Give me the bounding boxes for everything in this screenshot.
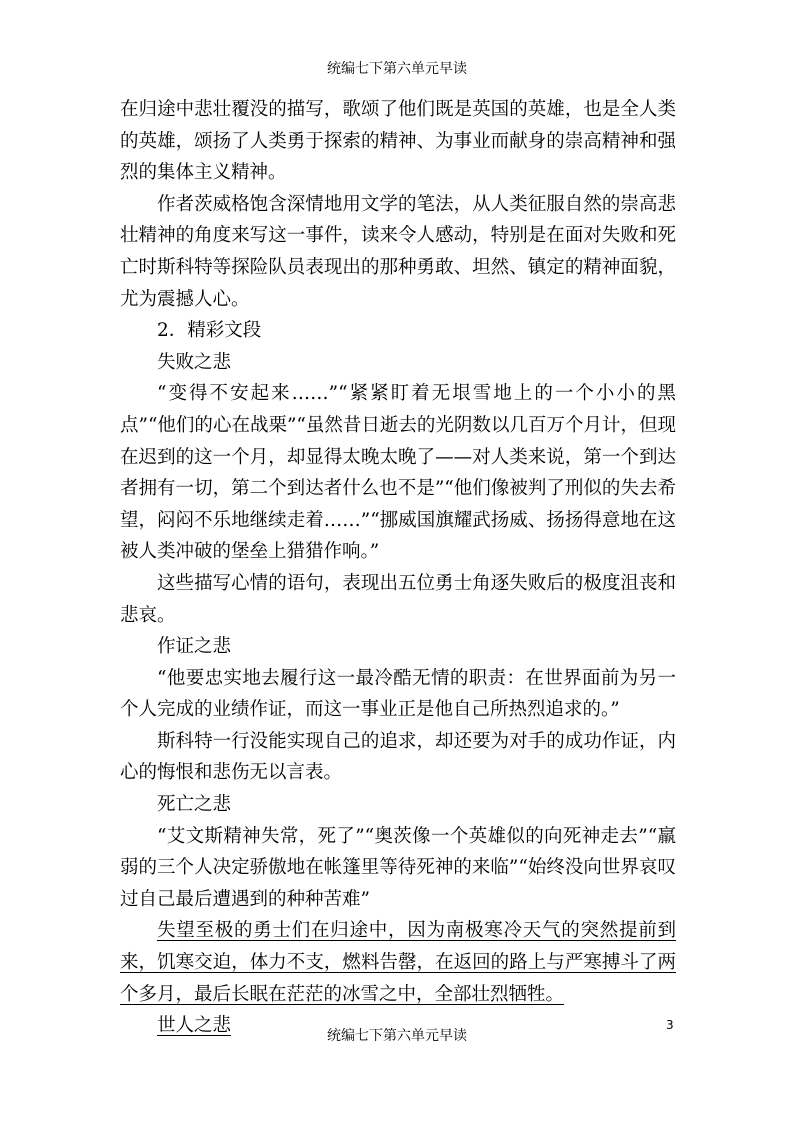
paragraph-author-comment: 作者茨威格饱含深情地用文学的笔法，从人类征服自然的崇高悲壮精神的角度来写这一事件，读来令人感动，特别是在面对失败和死亡时斯科特等探险队员表现出的那种勇敢、坦然、镇定的精神面貌，尤为震撼人心。 bbox=[120, 193, 676, 310]
subheading-world-sorrow-text: 世人之悲 bbox=[157, 1015, 232, 1037]
analysis-witness: 斯科特一行没能实现自己的追求，却还要为对手的成功作证，内心的悔恨和悲伤无以言表。 bbox=[120, 730, 676, 784]
quote-failure: “变得不安起来……”“紧紧盯着无垠雪地上的一个小小的黑点”“他们的心在战栗”“虽然昔日逝去的光阴数以几百万个月计，但现在迟到的这一个月，却显得太晚太晚了——对人类来说，第一个到达者拥有一切，第二个到达者什么也不是”“他们像被判了刑似的失去希望，闷闷不乐地继续走着……”“挪威国旗耀武扬威、扬扬得意地在这被人类冲破的堡垒上猎猎作响。” bbox=[120, 383, 676, 563]
subheading-witness-sorrow: 作证之悲 bbox=[157, 636, 232, 658]
paragraph-summary-end: 在归途中悲壮覆没的描写，歌颂了他们既是英国的英雄，也是全人类的英雄，颂扬了人类勇于探索的精神、为事业而献身的崇高精神和强烈的集体主义精神。 bbox=[120, 99, 676, 184]
page-header: 统编七下第六单元早读 bbox=[327, 61, 467, 77]
subheading-failure-sorrow: 失败之悲 bbox=[157, 351, 232, 373]
page-number: 3 bbox=[666, 1018, 674, 1032]
document-body bbox=[120, 94, 676, 1042]
analysis-failure: 这些描写心情的语句，表现出五位勇士角逐失败后的极度沮丧和悲哀。 bbox=[120, 572, 676, 626]
page-footer: 统编七下第六单元早读 bbox=[327, 1028, 467, 1044]
analysis-death-underlined: 失望至极的勇士们在归途中，因为南极寒冷天气的突然提前到来，饥寒交迫，体力不支，燃料告罄，在返回的路上与严寒搏斗了两个多月，最后长眠在茫茫的冰雪之中，全部壮烈牺牲。 bbox=[120, 920, 676, 1005]
subheading-death-sorrow: 死亡之悲 bbox=[157, 794, 232, 816]
quote-death: “艾文斯精神失常，死了”“奥茨像一个英雄似的向死神走去”“羸弱的三个人决定骄傲地在帐篷里等待死神的来临”“始终没向世界哀叹过自己最后遭遇到的种种苦难” bbox=[120, 825, 676, 910]
section-heading-excerpts: 2．精彩文段 bbox=[157, 320, 262, 342]
quote-witness: “他要忠实地去履行这一最冷酷无情的职责：在世界面前为另一个人完成的业绩作证，而这一事业正是他自己所热烈追求的。” bbox=[120, 667, 676, 721]
